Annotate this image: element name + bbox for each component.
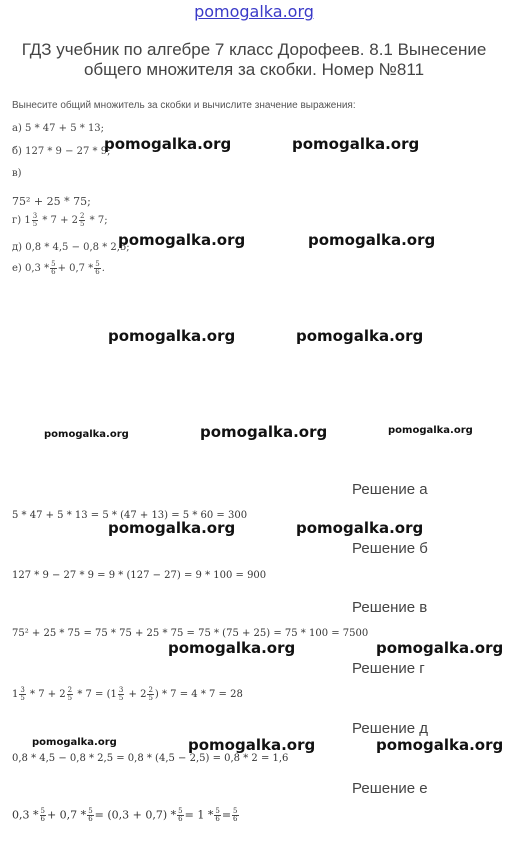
task-e-part: + 0,7 * <box>57 263 94 274</box>
task-e-label: е) <box>12 263 22 274</box>
watermark: pomogalka.org <box>376 736 504 754</box>
task-v: 75² + 25 * 75; <box>12 195 91 208</box>
task-e <box>12 261 105 276</box>
watermark: pomogalka.org <box>296 519 424 537</box>
fraction: $\frac{3}{5}$ <box>32 212 38 228</box>
watermark: pomogalka.org <box>376 639 504 657</box>
task-g <box>12 213 108 228</box>
watermark: pomogalka.org <box>388 425 473 436</box>
watermark: pomogalka.org <box>32 737 117 748</box>
solution-d: 0,8 * 4,5 − 0,8 * 2,5 = 0,8 * (4,5 − 2,5) = 0,8 * 2 = 1,6 <box>12 753 289 764</box>
task-g-part: * 7; <box>86 215 108 226</box>
watermark: pomogalka.org <box>44 429 129 440</box>
solution-b: 127 * 9 − 27 * 9 = 9 * (127 − 27) = 9 * 100 = 900 <box>12 570 267 581</box>
fraction: $\frac{5}{6}$ <box>40 807 45 823</box>
watermark: pomogalka.org <box>296 327 424 345</box>
solution-a: 5 * 47 + 5 * 13 = 5 * (47 + 13) = 5 * 60 = 300 <box>12 510 248 521</box>
task-g-part: * 7 + 2 <box>39 215 78 226</box>
task-e-part: 0,3 * <box>25 263 50 274</box>
solution-d-heading: Решение д <box>352 720 428 737</box>
solution-v-heading: Решение в <box>352 599 428 616</box>
watermark: pomogalka.org <box>308 231 436 249</box>
watermark: pomogalka.org <box>108 519 236 537</box>
fraction: $\frac{5}{6}$ <box>178 807 183 823</box>
fraction: $\frac{5}{6}$ <box>233 807 238 823</box>
solution-e-heading: Решение е <box>352 780 428 797</box>
solution-g: 1 $\frac{3}{5}$ * 7 + 2 $\frac{2}{5}$ * 7 = (1 $\frac{3}{5}$ + 2 $\frac{2}{5}$ ) * 7 = 4 * 7 = 28 <box>12 686 243 702</box>
task-a: а) 5 * 47 + 5 * 13; <box>12 123 105 134</box>
watermark: pomogalka.org <box>104 135 232 153</box>
task-g-part: 1 <box>24 215 31 226</box>
fraction: $\frac{3}{5}$ <box>118 686 124 702</box>
fraction: $\frac{5}{6}$ <box>215 807 220 823</box>
watermark: pomogalka.org <box>188 736 316 754</box>
watermark: pomogalka.org <box>108 327 236 345</box>
site-link[interactable]: pomogalka.org <box>194 2 314 21</box>
task-instructions: Вынесите общий множитель за скобки и вычислите значение выражения: <box>12 100 356 111</box>
watermark: pomogalka.org <box>200 423 328 441</box>
task-b: б) 127 * 9 − 27 * 9; <box>12 146 111 157</box>
fraction: $\frac{2}{5}$ <box>80 212 85 228</box>
solution-v: 75² + 25 * 75 = 75 * 75 + 25 * 75 = 75 * (75 + 25) = 75 * 100 = 7500 <box>12 628 369 639</box>
fraction: $\frac{2}{5}$ <box>148 686 153 702</box>
watermark: pomogalka.org <box>292 135 420 153</box>
fraction: $\frac{5}{6}$ <box>88 807 93 823</box>
task-e-part: . <box>101 263 105 274</box>
watermark: pomogalka.org <box>168 639 296 657</box>
solution-e: 0,3 * $\frac{5}{6}$ + 0,7 * $\frac{5}{6}$ = (0,3 + 0,7) * $\frac{5}{6}$ = 1 * $\frac{5}{6}$ = $\frac{5}{6}$ <box>12 807 238 823</box>
page-title: ГДЗ учебник по алгебре 7 класс Дорофеев. 8.1 Вынесение общего множителя за скобки. Номер №811 <box>21 40 487 79</box>
fraction: $\frac{3}{5}$ <box>20 686 25 702</box>
solution-g-heading: Решение г <box>352 660 425 677</box>
solution-a-heading: Решение а <box>352 481 428 498</box>
solution-b-heading: Решение б <box>352 540 428 557</box>
fraction: $\frac{5}{6}$ <box>95 260 100 276</box>
fraction: $\frac{5}{6}$ <box>51 260 56 276</box>
fraction: $\frac{2}{5}$ <box>67 686 73 702</box>
task-v-label: в) <box>12 168 22 179</box>
task-d: д) 0,8 * 4,5 − 0,8 * 2,5; <box>12 242 130 253</box>
watermark: pomogalka.org <box>118 231 246 249</box>
task-g-label: г) <box>12 215 22 226</box>
